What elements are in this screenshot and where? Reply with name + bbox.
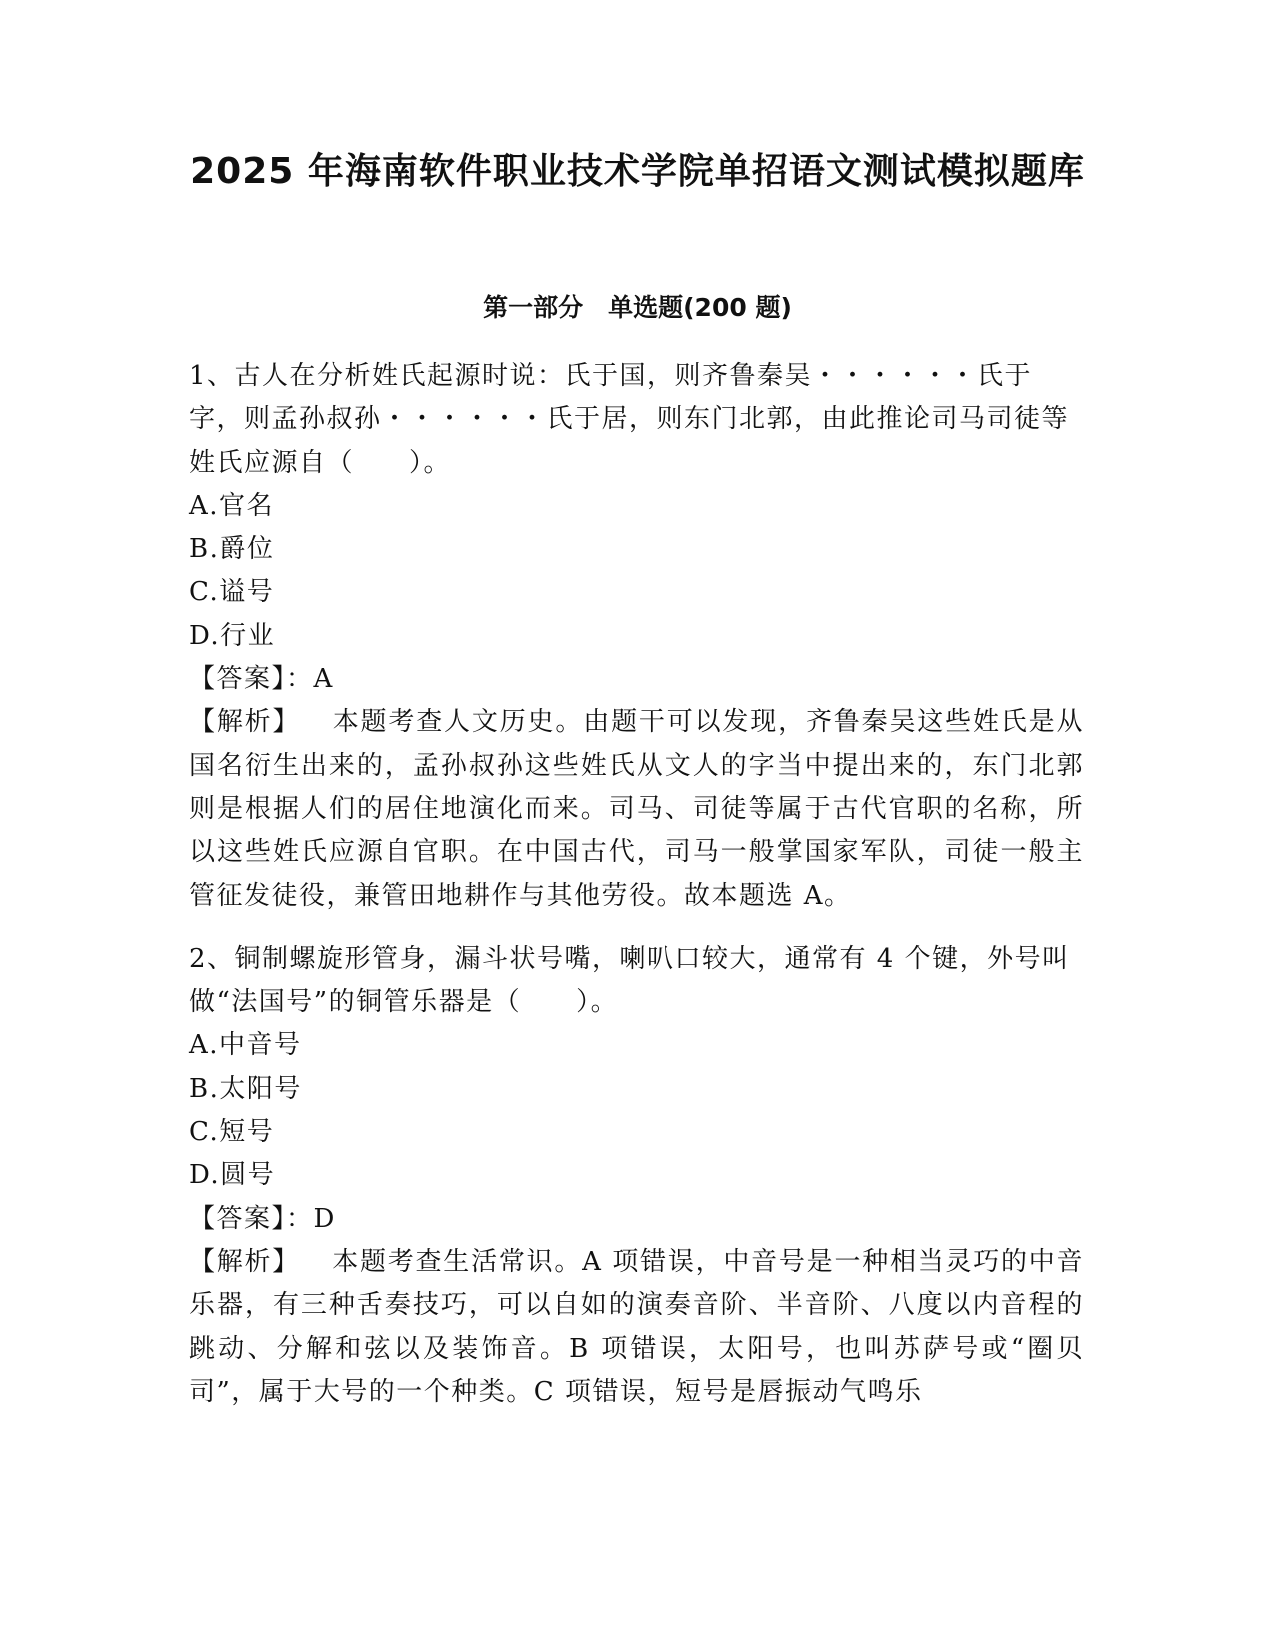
- answer-value: A: [313, 664, 334, 695]
- answer-label: 【答案】：: [189, 1203, 314, 1234]
- analysis-label: 【解析】: [189, 707, 301, 738]
- section-heading: 第一部分 单选题(200 题): [483, 293, 792, 322]
- option-c: C.谥号: [189, 577, 275, 608]
- question-stem: 2、铜制螺旋形管身，漏斗状号嘴，喇叭口较大，通常有 4 个键，外号叫做“法国号”的铜管乐器是（ ）。: [189, 943, 1070, 1018]
- analysis-paragraph: [189, 1241, 1084, 1414]
- option-a: A.中音号: [189, 1030, 302, 1061]
- question-stem: 1、古人在分析姓氏起源时说：氏于国，则齐鲁秦吴・・・・・・氏于字，则孟孙叔孙・・・・・・氏于居，则东门北郭，由此推论司马司徒等姓氏应源自（ ）。: [189, 361, 1070, 478]
- question-1: [189, 355, 1084, 918]
- analysis-label: 【解析】: [189, 1246, 301, 1277]
- analysis-paragraph: [189, 701, 1084, 917]
- option-a: A.官名: [189, 490, 275, 521]
- analysis-text: 本题考查生活常识。A 项错误，中音号是一种相当灵巧的中音乐器，有三种舌奏技巧，可以自如的演奏音阶、半音阶、八度以内音程的跳动、分解和弦以及装饰音。B 项错误，太阳号，也叫苏萨号或“圈贝司”，属于大号的一个种类。C 项错误，短号是唇振动气鸣乐: [189, 1246, 1084, 1407]
- question-2: [189, 938, 1084, 1414]
- analysis-text: 本题考查人文历史。由题干可以发现，齐鲁秦吴这些姓氏是从国名衍生出来的，孟孙叔孙这些姓氏从文人的字当中提出来的，东门北郭则是根据人们的居住地演化而来。司马、司徒等属于古代官职的名称，所以这些姓氏应源自官职。在中国古代，司马一般掌国家军队，司徒一般主管征发徒役，兼管田地耕作与其他劳役。故本题选 A。: [189, 707, 1084, 911]
- option-b: B.爵位: [189, 534, 275, 565]
- option-d: D.圆号: [189, 1160, 276, 1191]
- question-list: [189, 355, 1084, 1414]
- document-title: 2025 年海南软件职业技术学院单招语文测试模拟题库: [190, 151, 1085, 192]
- answer-line: [189, 658, 1084, 701]
- option-c: C.短号: [189, 1117, 275, 1148]
- answer-value: D: [313, 1203, 336, 1234]
- answer-line: [189, 1198, 1084, 1241]
- option-b: B.太阳号: [189, 1073, 302, 1104]
- answer-label: 【答案】：: [189, 664, 314, 695]
- option-d: D.行业: [189, 620, 276, 651]
